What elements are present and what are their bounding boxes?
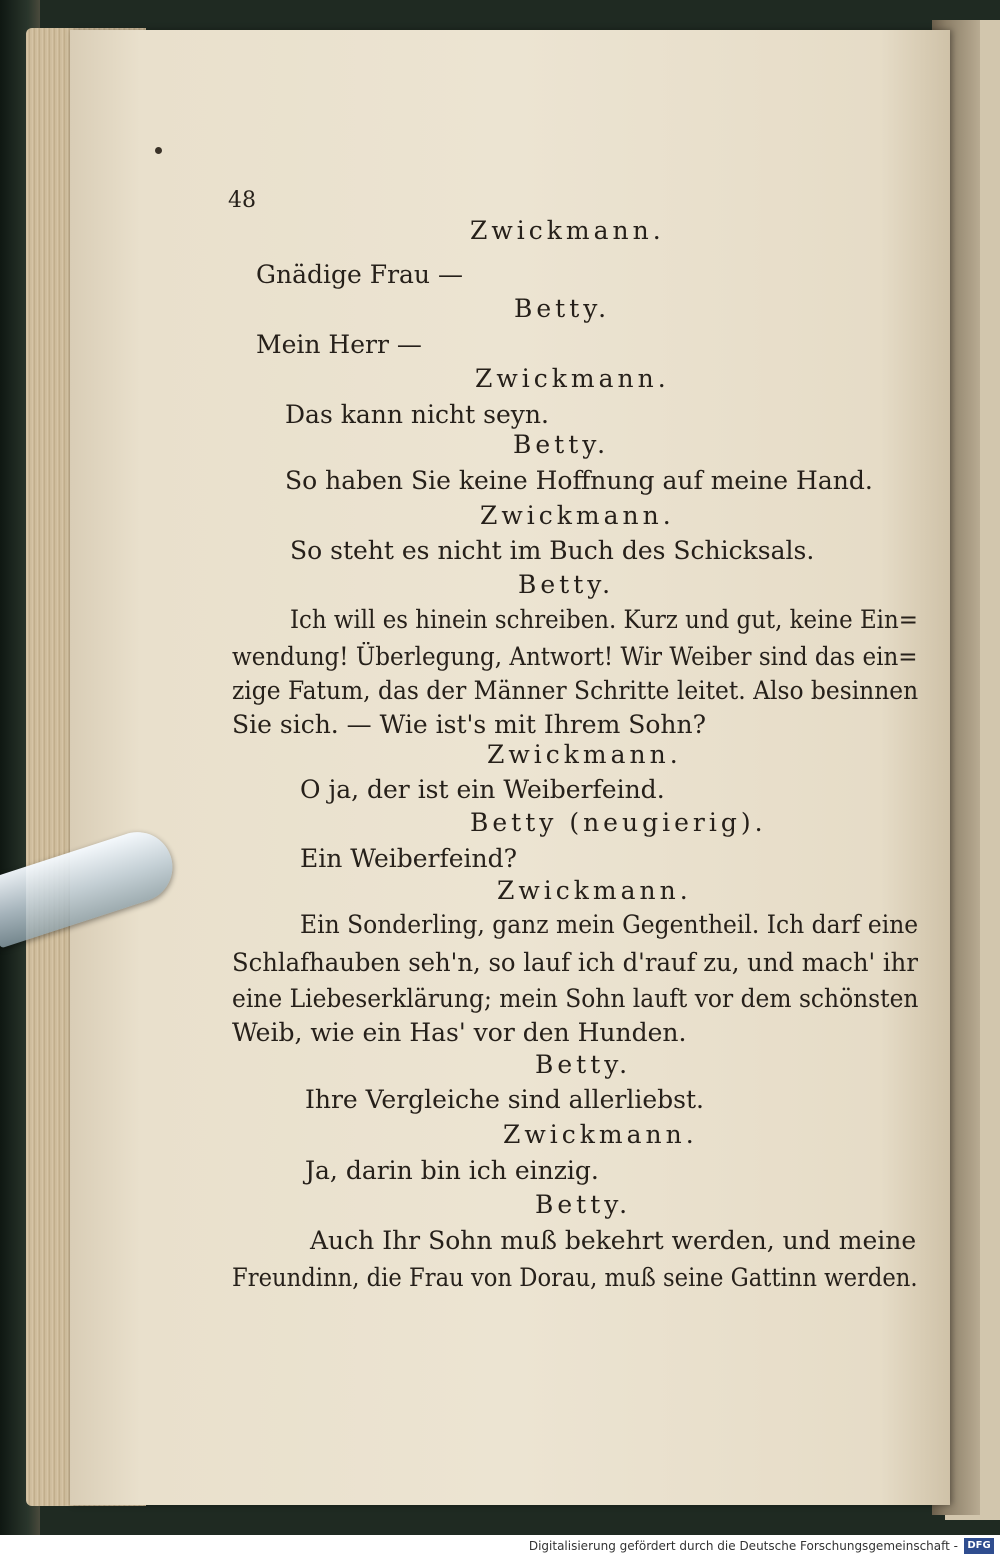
footer-credit: Digitalisierung gefördert durch die Deutsche Forschungsgemeinschaft - xyxy=(528,1539,958,1553)
speaker-name: Zwickmann. xyxy=(487,740,682,769)
speaker-name: Betty. xyxy=(535,1190,632,1219)
speaker-name: Betty. xyxy=(535,1050,632,1079)
text-line: O ja, der ist ein Weiberfeind. xyxy=(300,775,665,804)
speaker-name: Zwickmann. xyxy=(497,876,692,905)
speaker-name: Betty (neugierig). xyxy=(470,808,767,837)
text-line: zige Fatum, das der Männer Schritte leitet. Also besinnen xyxy=(232,676,919,705)
text-line: Ein Weiberfeind? xyxy=(300,844,518,873)
speaker-name: Zwickmann. xyxy=(480,501,675,530)
text-line: Gnädige Frau — xyxy=(256,260,463,289)
text-line: Mein Herr — xyxy=(256,330,422,359)
dfg-logo: DFG xyxy=(964,1538,994,1554)
speaker-name: Zwickmann. xyxy=(503,1120,698,1149)
ink-dot xyxy=(155,147,162,154)
text-line: Ich will es hinein schreiben. Kurz und gut, keine Ein= xyxy=(290,605,918,634)
text-line: Freundinn, die Frau von Dorau, muß seine Gattinn werden. xyxy=(232,1263,918,1292)
text-line: Schlafhauben seh'n, so lauf ich d'rauf zu, und mach' ihr xyxy=(232,948,918,977)
text-line: Ja, darin bin ich einzig. xyxy=(305,1156,599,1185)
text-line: So haben Sie keine Hoffnung auf meine Hand. xyxy=(285,466,873,495)
text-line: Auch Ihr Sohn muß bekehrt werden, und meine xyxy=(310,1226,917,1255)
text-line: Sie sich. — Wie ist's mit Ihrem Sohn? xyxy=(232,710,706,739)
footer-bar xyxy=(0,1535,1000,1557)
text-line: eine Liebeserklärung; mein Sohn lauft vor dem schönsten xyxy=(232,984,919,1013)
text-line: So steht es nicht im Buch des Schicksals. xyxy=(290,536,815,565)
speaker-name: Betty. xyxy=(514,294,611,323)
speaker-name: Betty. xyxy=(513,430,610,459)
text-line: Ihre Vergleiche sind allerliebst. xyxy=(305,1085,704,1114)
speaker-name: Betty. xyxy=(518,570,615,599)
page-number: 48 xyxy=(228,188,256,213)
text-line: Weib, wie ein Has' vor den Hunden. xyxy=(232,1018,687,1047)
speaker-name: Zwickmann. xyxy=(475,364,670,393)
text-line: Ein Sonderling, ganz mein Gegentheil. Ich darf eine xyxy=(300,910,919,939)
text-line: wendung! Überlegung, Antwort! Wir Weiber sind das ein= xyxy=(232,642,918,671)
speaker-name: Zwickmann. xyxy=(470,216,665,245)
text-line: Das kann nicht seyn. xyxy=(285,400,549,429)
